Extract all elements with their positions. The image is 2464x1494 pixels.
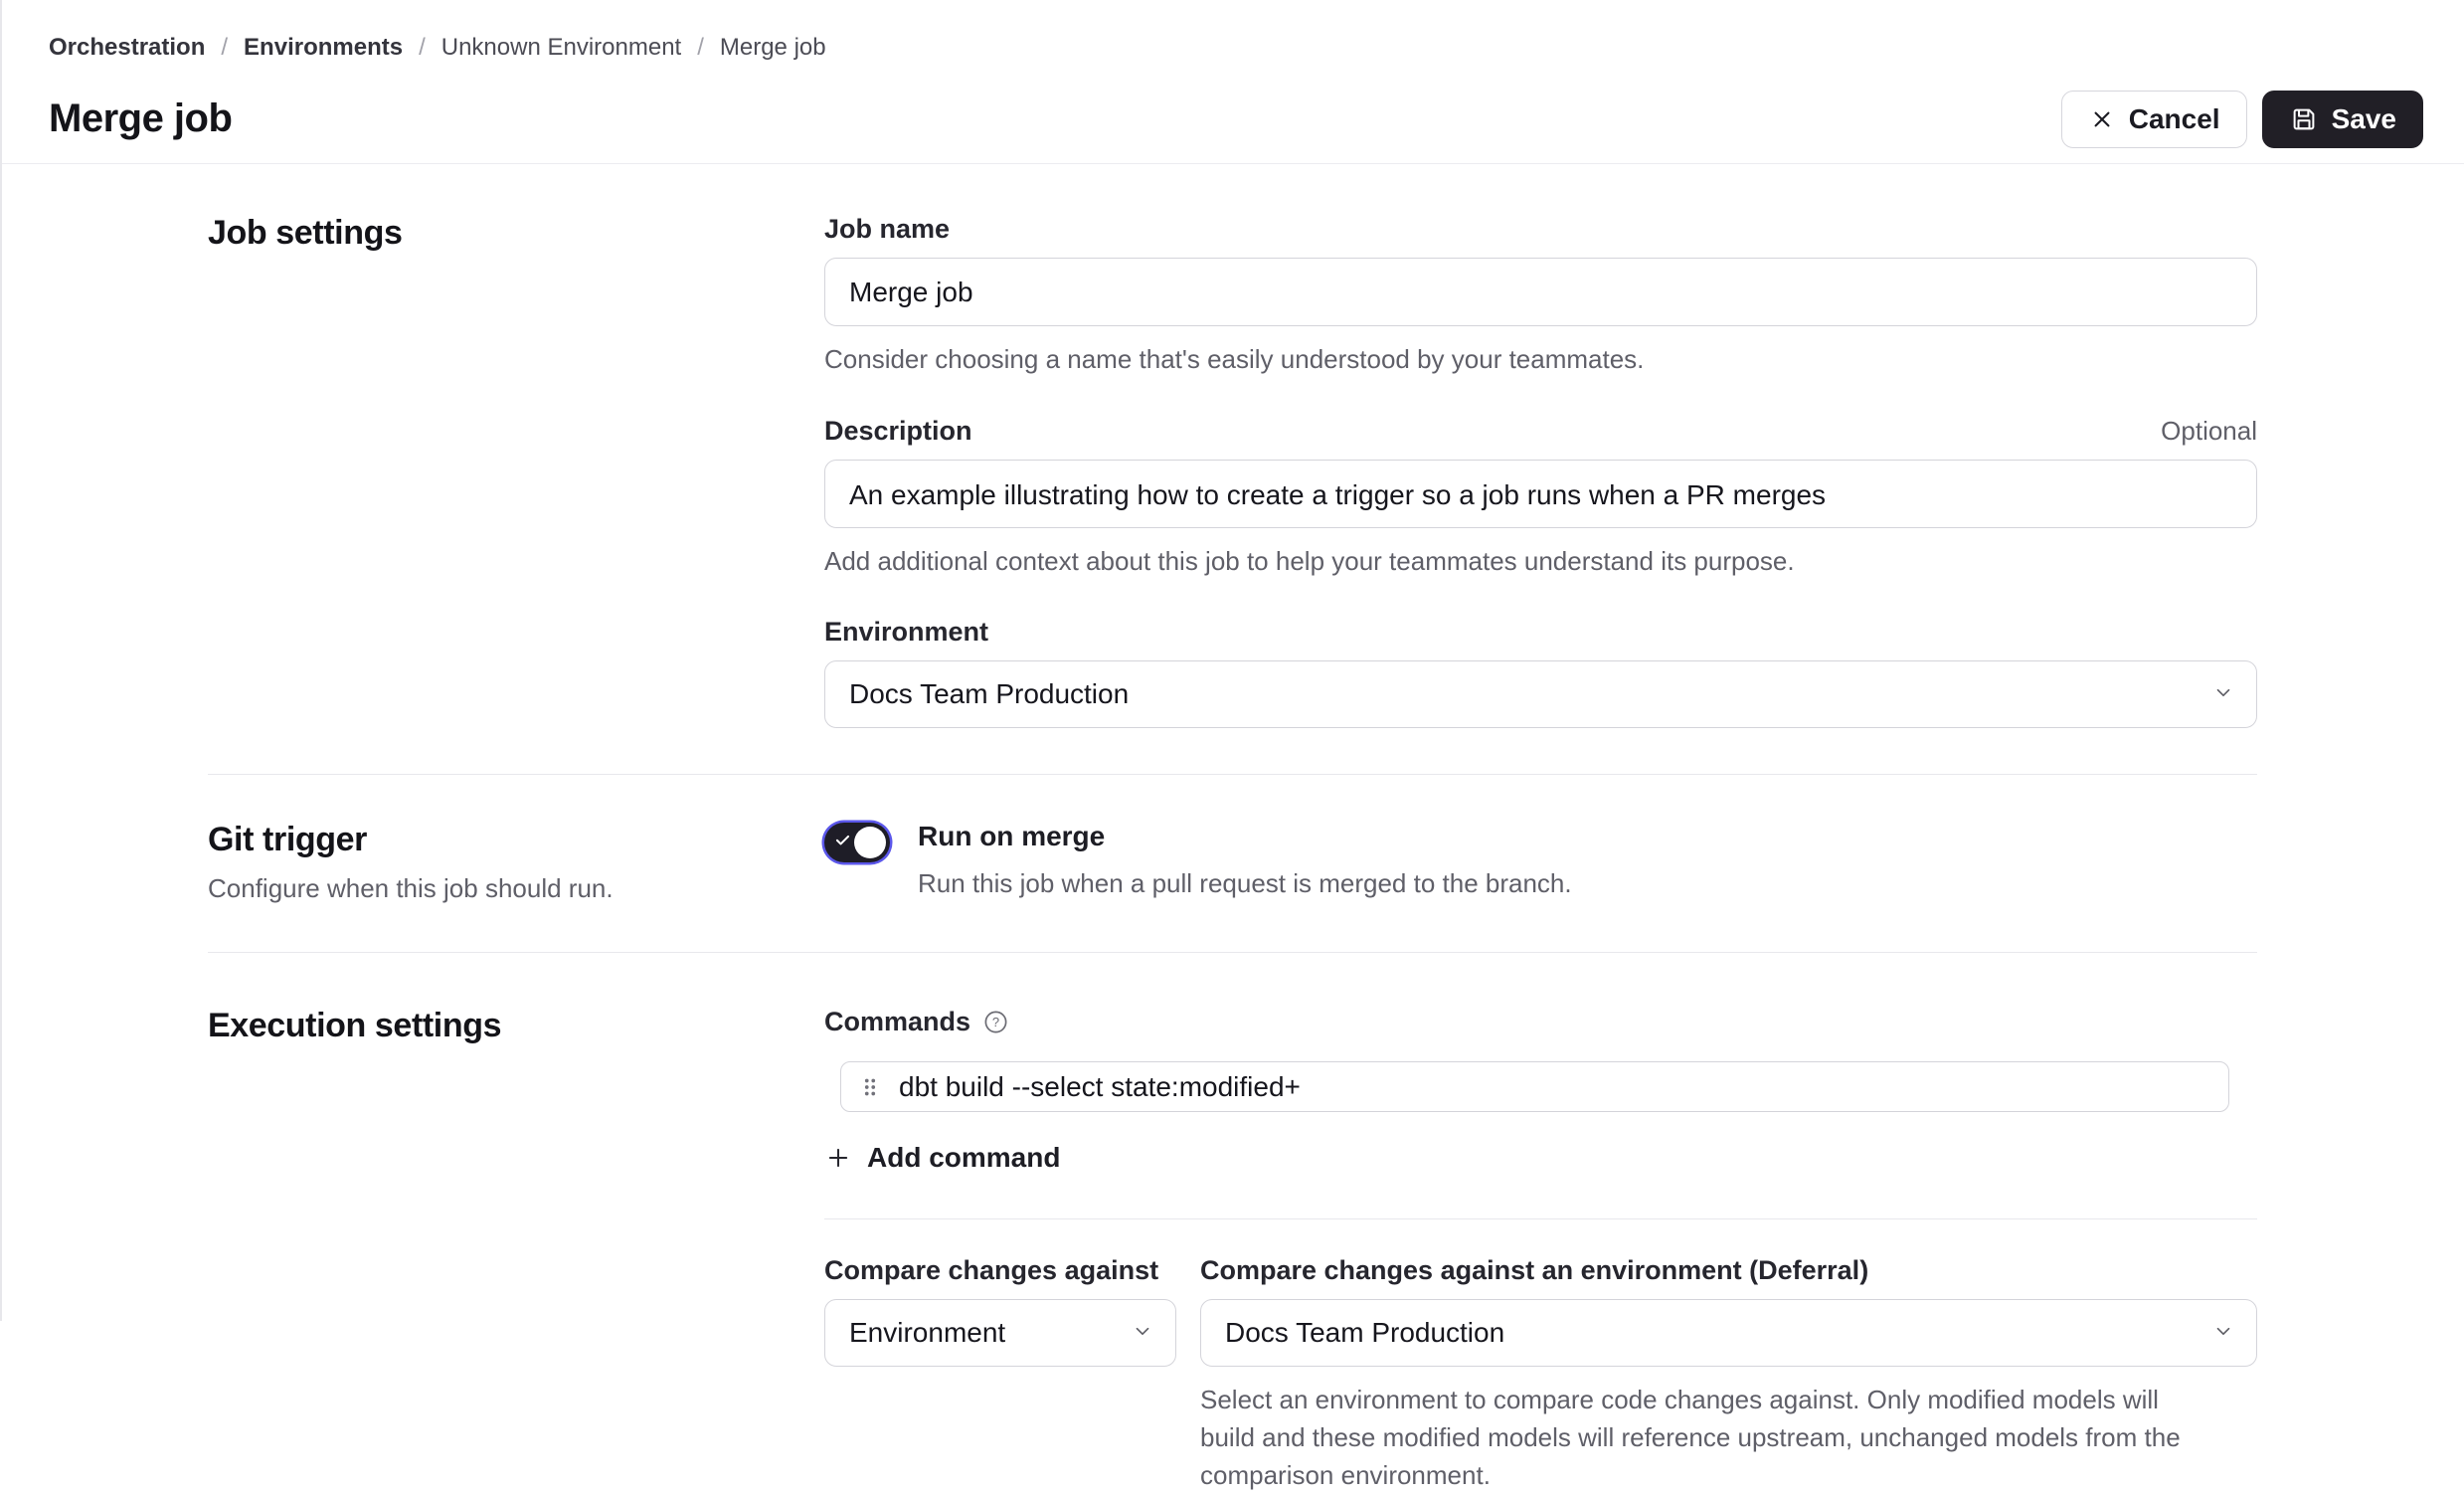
job-name-field-group	[824, 214, 2257, 379]
save-button[interactable]	[2262, 91, 2423, 148]
job-name-input[interactable]	[824, 258, 2257, 326]
chevron-down-icon	[1132, 1317, 1153, 1349]
run-on-merge-label: Run on merge	[918, 821, 1106, 852]
description-field-group	[824, 416, 2257, 581]
cancel-button[interactable]	[2061, 91, 2247, 148]
save-button-label: Save	[2331, 102, 2396, 134]
deferral-label: Compare changes against an environment (Deferral)	[1200, 1255, 1869, 1286]
header-actions	[2061, 91, 2423, 148]
run-on-merge-toggle[interactable]	[824, 823, 890, 862]
chevron-down-icon	[2212, 678, 2234, 710]
description-label: Description	[824, 415, 972, 446]
command-row[interactable]	[840, 1061, 2229, 1112]
execution-settings-section	[208, 953, 2464, 1494]
job-name-label: Job name	[824, 214, 951, 244]
environment-select-value: Docs Team Production	[849, 678, 1130, 710]
add-command-button[interactable]	[824, 1142, 1060, 1174]
breadcrumb	[49, 34, 2423, 63]
cancel-button-label: Cancel	[2128, 102, 2220, 134]
breadcrumb-separator: /	[221, 34, 229, 61]
add-command-label: Add command	[867, 1142, 1061, 1174]
description-hint: Add additional context about this job to help your teammates understand its purpose.	[824, 545, 1795, 576]
git-trigger-heading: Git trigger	[208, 821, 367, 859]
compare-changes-select[interactable]	[824, 1299, 1176, 1367]
breadcrumb-environments[interactable]: Environments	[244, 34, 404, 61]
breadcrumb-separator: /	[419, 34, 426, 61]
svg-text:?: ?	[991, 1015, 1000, 1030]
commands-divider	[824, 1218, 2257, 1219]
breadcrumb-orchestration[interactable]: Orchestration	[49, 34, 206, 61]
toggle-knob	[854, 827, 886, 858]
description-input[interactable]	[824, 460, 2257, 528]
command-value[interactable]: dbt build --select state:modified+	[899, 1070, 1301, 1102]
environment-label: Environment	[824, 617, 989, 648]
environment-select[interactable]	[824, 660, 2257, 728]
environment-field-group	[824, 617, 2257, 728]
git-trigger-section	[208, 775, 2464, 952]
commands-label: Commands	[824, 1007, 971, 1037]
git-trigger-subheading: Configure when this job should run.	[208, 873, 614, 904]
drag-handle-icon[interactable]	[857, 1074, 883, 1100]
plus-icon	[824, 1144, 852, 1172]
deferral-field-group	[1200, 1255, 2257, 1494]
description-optional-tag: Optional	[2161, 415, 2257, 446]
run-on-merge-description: Run this job when a pull request is merged to the branch.	[918, 868, 1572, 899]
check-icon	[833, 831, 852, 854]
deferral-hint: Select an environment to compare code changes against. Only modified models will build and these modified models will reference upstream, unchanged models from the comparison environment.	[1200, 1385, 2181, 1490]
close-icon	[2088, 105, 2116, 133]
main-content	[2, 164, 2464, 1494]
breadcrumb-merge-job: Merge job	[719, 34, 826, 61]
job-settings-section	[208, 214, 2464, 728]
deferral-select-value: Docs Team Production	[1225, 1317, 1505, 1349]
compare-changes-label: Compare changes against	[824, 1255, 1159, 1286]
breadcrumb-separator: /	[697, 34, 704, 61]
breadcrumb-unknown-environment[interactable]: Unknown Environment	[440, 34, 682, 61]
job-settings-heading: Job settings	[208, 214, 403, 252]
deferral-select[interactable]	[1200, 1299, 2257, 1367]
page-title: Merge job	[49, 96, 233, 141]
chevron-down-icon	[2212, 1317, 2234, 1349]
compare-changes-field-group	[824, 1255, 1176, 1494]
save-floppy-icon	[2289, 104, 2319, 134]
page-header	[2, 0, 2464, 164]
execution-settings-heading: Execution settings	[208, 1007, 502, 1045]
compare-changes-select-value: Environment	[849, 1317, 1006, 1349]
help-icon[interactable]	[982, 1009, 1009, 1035]
job-name-hint: Consider choosing a name that's easily understood by your teammates.	[824, 344, 1645, 374]
